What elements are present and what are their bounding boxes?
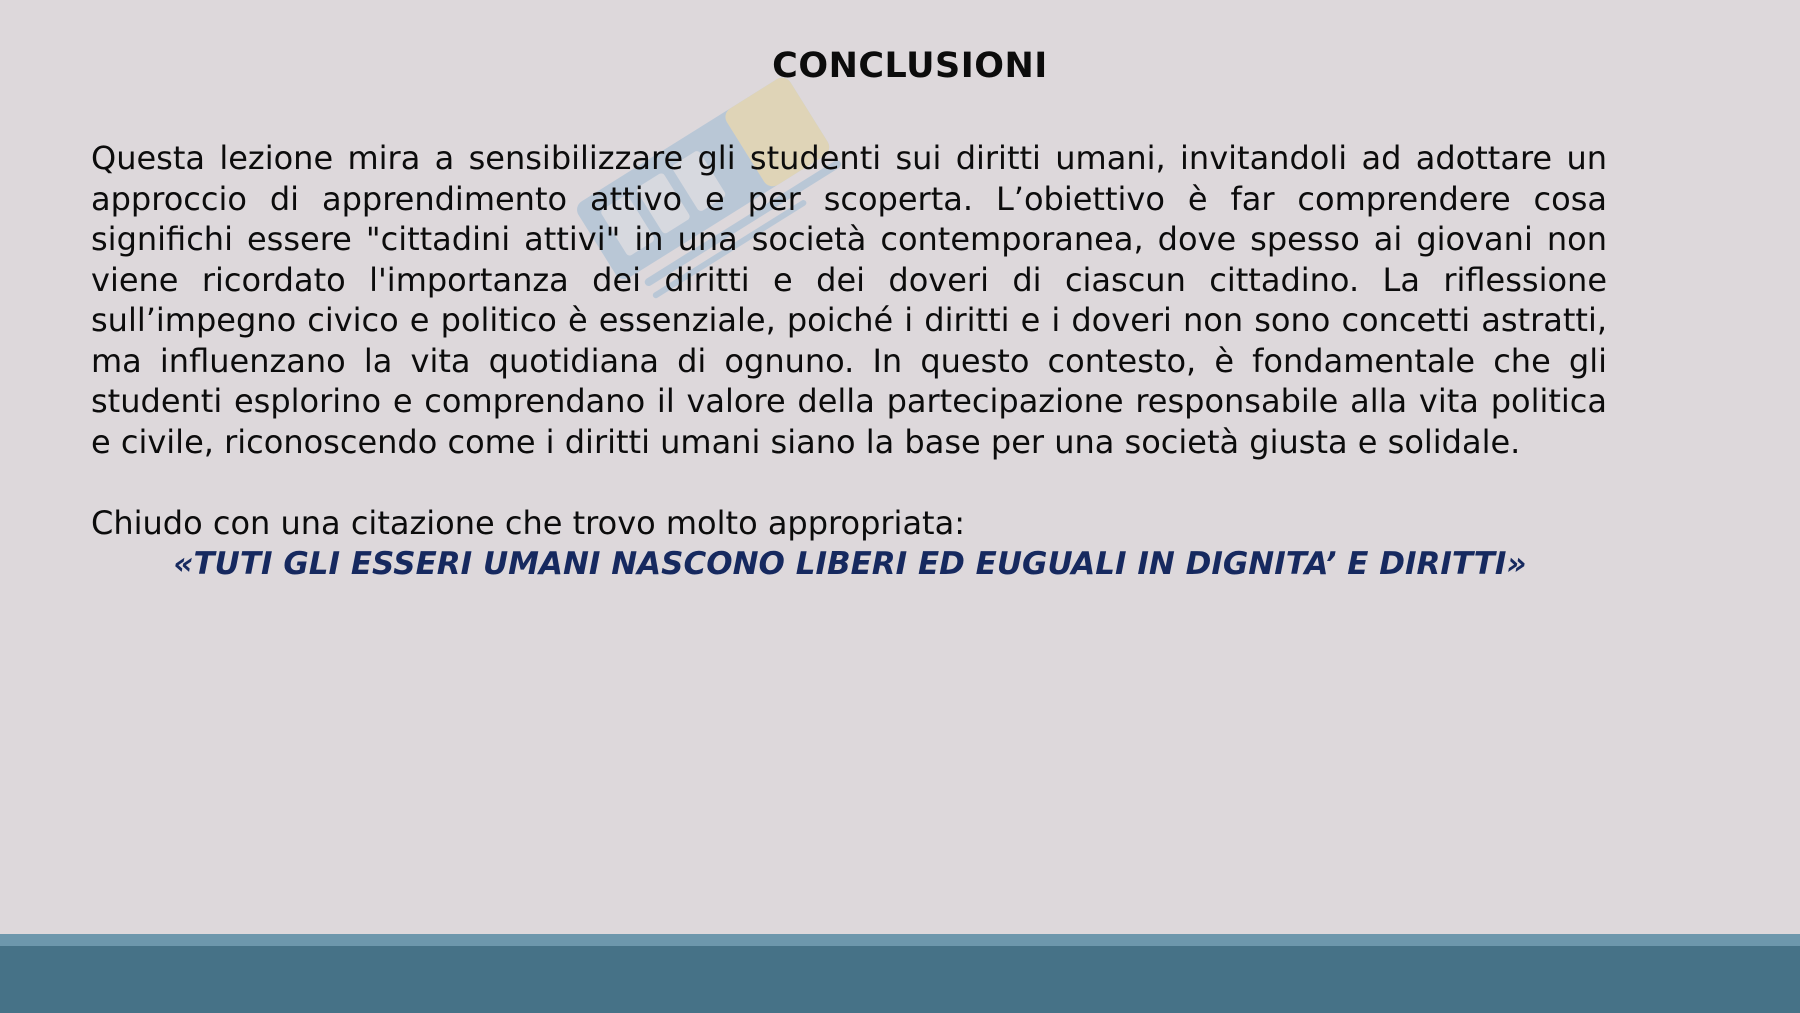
footer-stripe-light	[0, 934, 1800, 946]
footer-bar	[0, 946, 1800, 1013]
body-paragraph: Questa lezione mira a sensibilizzare gli studenti sui diritti umani, invitandoli ad adottare un approccio di apprendimento attivo e per scoperta. L’obiettivo è far comprendere cosa significhi essere "cittadini attivi" in una società contemporanea, dove spesso ai giovani non viene ricordato l'importanza dei diritti e dei doveri di ciascun cittadino. La riflessione sull’impegno civico e politico è essenziale, poiché i diritti e i doveri non sono concetti astratti, ma influenzano la vita quotidiana di ognuno. In questo contesto, è fondamentale che gli studenti esplorino e comprendano il valore della partecipazione responsabile alla vita politica e civile, riconoscendo come i diritti umani siano la base per una società giusta e solidale.	[91, 139, 1607, 461]
slide-title: CONCLUSIONI	[772, 46, 1048, 86]
quote: «TUTI GLI ESSERI UMANI NASCONO LIBERI ED EUGUALI IN DIGNITA’ E DIRITTI»	[173, 546, 1527, 582]
closing-line: Chiudo con una citazione che trovo molto appropriata:	[91, 504, 965, 542]
